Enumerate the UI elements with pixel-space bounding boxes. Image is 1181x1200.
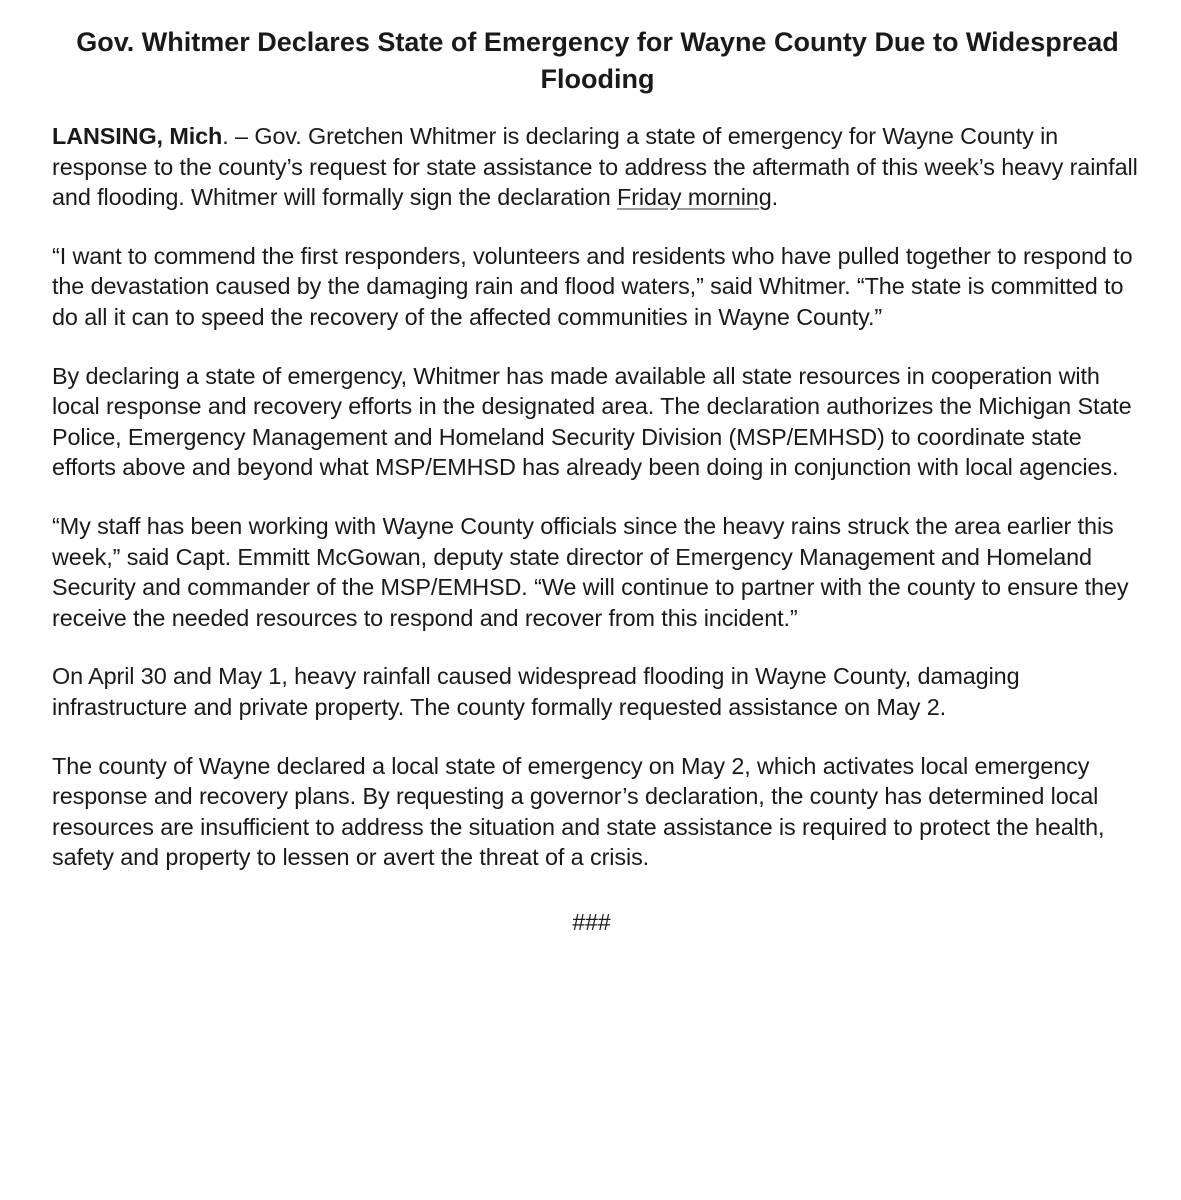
- end-mark: ###: [572, 908, 611, 935]
- headline: Gov. Whitmer Declares State of Emergency for Wayne County Due to Widespread Flooding: [76, 27, 1119, 94]
- paragraph-1-text-a: . – Gov. Gretchen Whitmer is declaring a state of emergency for Wayne County in response to the county’s request for state assistance to address the aftermath of this week’s heavy rainfall and flooding. Whitmer will formally sign the declaration: [52, 123, 1138, 211]
- paragraph-whitmer-quote: “I want to commend the first responders, volunteers and residents who have pulled together to respond to the devastation caused by the damaging rain and flood waters,” said Whitmer. “The state is committed to do all it can to speed the recovery of the affected communities in Wayne County.”: [52, 242, 1133, 330]
- paragraph-mcgowan-quote: “My staff has been working with Wayne County officials since the heavy rains struck the area earlier this week,” said Capt. Emmitt McGowan, deputy state director of Emergency Management and Homeland Security and commander of the MSP/EMHSD. “We will continue to partner with the county to ensure they receive the needed resources to respond and recover from this incident.”: [52, 512, 1129, 631]
- paragraph-state-resources: By declaring a state of emergency, Whitmer has made available all state resources in cooperation with local response and recovery efforts in the designated area. The declaration authorizes the Michigan State Police, Emergency Management and Homeland Security Division (MSP/EMHSD) to coordinate state efforts above and beyond what MSP/EMHSD has already been doing in conjunction with local agencies.: [52, 362, 1132, 481]
- paragraph-local-emergency: The county of Wayne declared a local state of emergency on May 2, which activates local emergency response and recovery plans. By requesting a governor’s declaration, the county has determined local resources are insufficient to address the situation and state assistance is required to protect the health, safety and property to lessen or avert the threat of a crisis.: [52, 752, 1105, 871]
- paragraph-flooding-details: On April 30 and May 1, heavy rainfall caused widespread flooding in Wayne County, damaging infrastructure and private property. The county formally requested assistance on May 2.: [52, 663, 1020, 720]
- paragraph-dateline: [52, 121, 1143, 213]
- paragraph-1-text-b: .: [771, 184, 779, 211]
- friday-morning-link[interactable]: Friday morning: [617, 184, 772, 211]
- dateline: LANSING, Mich: [52, 123, 223, 149]
